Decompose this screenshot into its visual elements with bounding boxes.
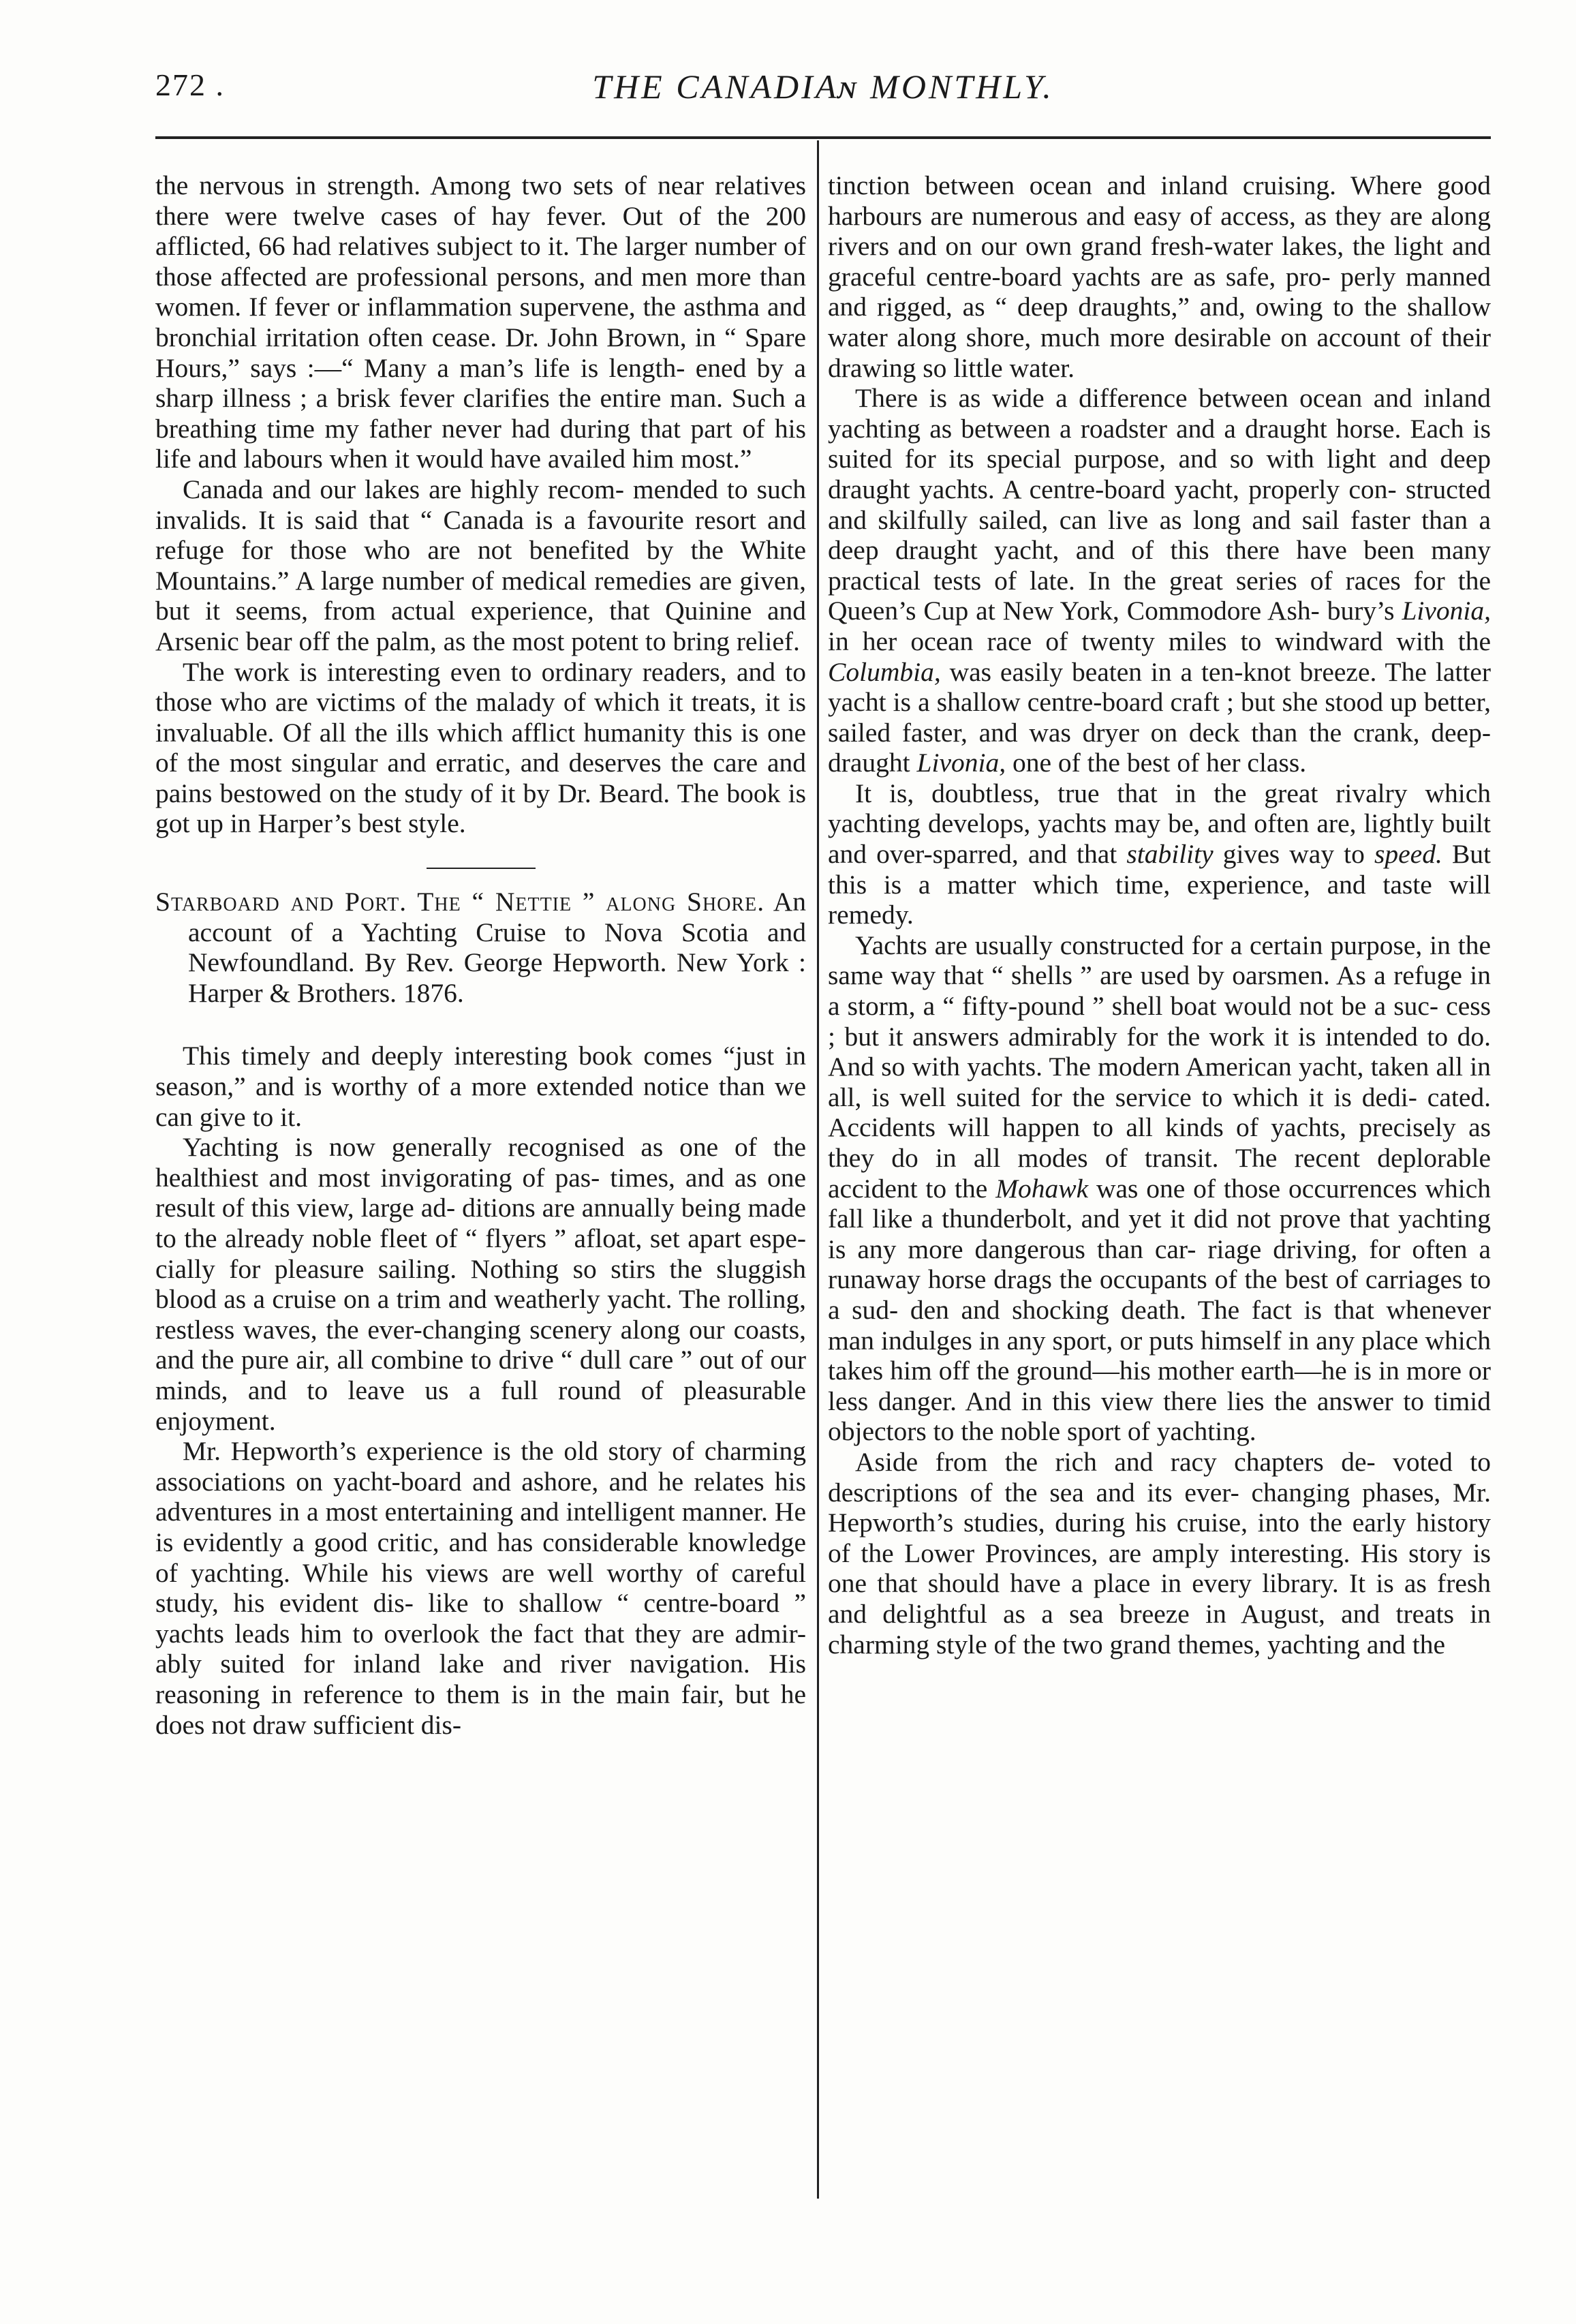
text-run: was easily beaten in a ten-knot breeze. The latter yacht is a shallow centre-board craft ; but she stood up better, sailed faster, and was dryer on deck than the crank, deep-draught: [828, 656, 1491, 778]
book-title: Starboard and Port. The “ Nettie ” along Shore.: [155, 887, 765, 917]
header-rule: [155, 136, 1491, 139]
text-run: in her ocean race of twenty miles to windward with the: [828, 626, 1491, 656]
paragraph: [828, 778, 1491, 930]
text-run: gives way to: [1222, 839, 1365, 870]
book-description: An account of a Yachting Cruise to Nova Scotia and Newfoundland. By Rev. George Hepworth. New York : Harper & Brothers. 1876.: [188, 887, 806, 1008]
paragraph: Canada and our lakes are highly recom- mended to such invalids. It is said that “ Canada is a favourite resort and refuge for those who are not benefited by the White Mountains.” A large number of medical remedies are given, but it seems, from actual experience, that Quinine and Arsenic bear off the palm, as the most potent to bring relief.: [155, 474, 806, 656]
paragraph: tinction between ocean and inland cruising. Where good harbours are numerous and easy of access, as they are along rivers and on our own grand fresh-water lakes, the light and graceful centre-board yachts are as safe, pro- perly manned and rigged, as “ deep draughts,” and, owing to the shallow water along shore, much more desirable on account of their drawing so little water.: [828, 170, 1491, 383]
running-title: THE CANADIAɴ MONTHLY.: [592, 67, 1054, 106]
section-divider: [427, 868, 536, 869]
page-number: 272 .: [155, 67, 225, 102]
paragraph: Yachting is now generally recognised as one of the healthiest and most invigorating of pas- times, and as one result of this view, large ad- ditions are annually being made to the already noble fleet of “ flyers ” afloat, set apart espe- cially for pleasure sailing. Nothing so stirs the sluggish blood as a cruise on a trim and weatherly yacht. The rolling, restless waves, the ever-changing scenery along our coasts, and the pure air, all combine to drive “ dull care ” out of our minds, and to leave us a full round of pleasurable enjoyment.: [155, 1132, 806, 1436]
emphasis: speed.: [1374, 839, 1442, 870]
paragraph: Mr. Hepworth’s experience is the old story of charming associations on yacht-board and ashore, and he relates his adventures in a most entertaining and intelligent manner. He is evidently a good critic, and has considerable knowledge of yachting. While his views are well worthy of careful study, his evident dis- like to shallow “ centre-board ” yachts leads him to overlook the fact that they are admir- ably suited for inland lake and river navigation. His reasoning in reference to them is in the main fair, but he does not draw sufficient dis-: [155, 1436, 806, 1740]
ship-name: Livonia,: [916, 748, 1006, 778]
right-column: [828, 170, 1491, 2283]
text-run: one of the best of her class.: [1013, 748, 1307, 778]
ship-name: Mohawk: [995, 1173, 1089, 1204]
paragraph: Aside from the rich and racy chapters de- voted to descriptions of the sea and its ever- changing phases, Mr. Hepworth’s studies, during his cruise, into the early history of the Lower Provinces, are amply interesting. His story is one that should have a place in every library. It is as fresh and delightful as a sea breeze in August, and treats in charming style of the two grand themes, yachting and the: [828, 1446, 1491, 1660]
paragraph: This timely and deeply interesting book comes “just in season,” and is worthy of a more extended notice than we can give to it.: [155, 1041, 806, 1132]
text-run: was one of those occurrences which fall like a thunderbolt, and yet it did not prove that yachting is any more dangerous than car- riage driving, for often a runaway horse drags the occupants of the best of carriages to a sud- den and shocking death. The fact is that whenever man indulges in any sport, or puts himself in any place which takes him off the ground—his mother earth—he is in more or less danger. And in this view there lies the answer to timid objectors to the noble sport of yachting.: [828, 1173, 1492, 1447]
emphasis: stability: [1126, 839, 1214, 870]
paragraph: The work is interesting even to ordinary readers, and to those who are victims of the malady of which it treats, it is invaluable. Of all the ills which afflict humanity this is one of the most singular and erratic, and deserves the care and pains bestowed on the study of it by Dr. Beard. The book is got up in Harper’s best style.: [155, 656, 806, 839]
paragraph: [828, 383, 1491, 778]
paragraph: [828, 930, 1491, 1447]
text-run: There is as wide a difference between ocean and inland yachting as between a roadster and a draught horse. Each is suited for its special purpose, and so with light and deep draught yachts. A centre-board yacht, properly con- structed and skilfully sailed, can live as long and sail faster than a deep draught yacht, and of this there have been many practical tests of late. In the great series of races for the Queen’s Cup at New York, Commodore Ash- bury’s: [828, 383, 1491, 626]
text-run: It is, doubtless, true that in the great rivalry which yachting develops, yachts may be, and often are, lightly built and over-sparred, and that: [828, 778, 1491, 870]
text-run: Yachts are usually constructed for a certain purpose, in the same way that “ shells ” are used by oarsmen. As a refuge in a storm, a “ fifty-pound ” shell boat would not be a suc- cess ; but it answers admirably for the work it is intended to do. And so with yachts. The modern American yacht, taken all in all, is well suited for the service to which it is dedi- cated. Accidents will happen to all kinds of yachts, precisely as they do in all modes of transit. The recent deplorable accident to the: [828, 930, 1491, 1204]
book-review-heading: [155, 887, 806, 1008]
page-header: [155, 67, 1491, 121]
left-column: [155, 170, 806, 2283]
text-run: But this is a matter which time, experience, and taste will remedy.: [828, 839, 1492, 930]
ship-name: Columbia,: [828, 656, 941, 687]
column-divider: [817, 140, 819, 2199]
paragraph: the nervous in strength. Among two sets of near relatives there were twelve cases of hay fever. Out of the 200 afflicted, 66 had relatives subject to it. The larger number of those affected are professional persons, and men more than women. If fever or inflammation supervene, the asthma and bronchial irritation often cease. Dr. John Brown, in “ Spare Hours,” says :—“ Many a man’s life is length- ened by a sharp illness ; a brisk fever clarifies the entire man. Such a breathing time my father never had during that part of his life and labours when it would have availed him most.”: [155, 170, 806, 474]
ship-name: Livonia,: [1402, 596, 1492, 626]
